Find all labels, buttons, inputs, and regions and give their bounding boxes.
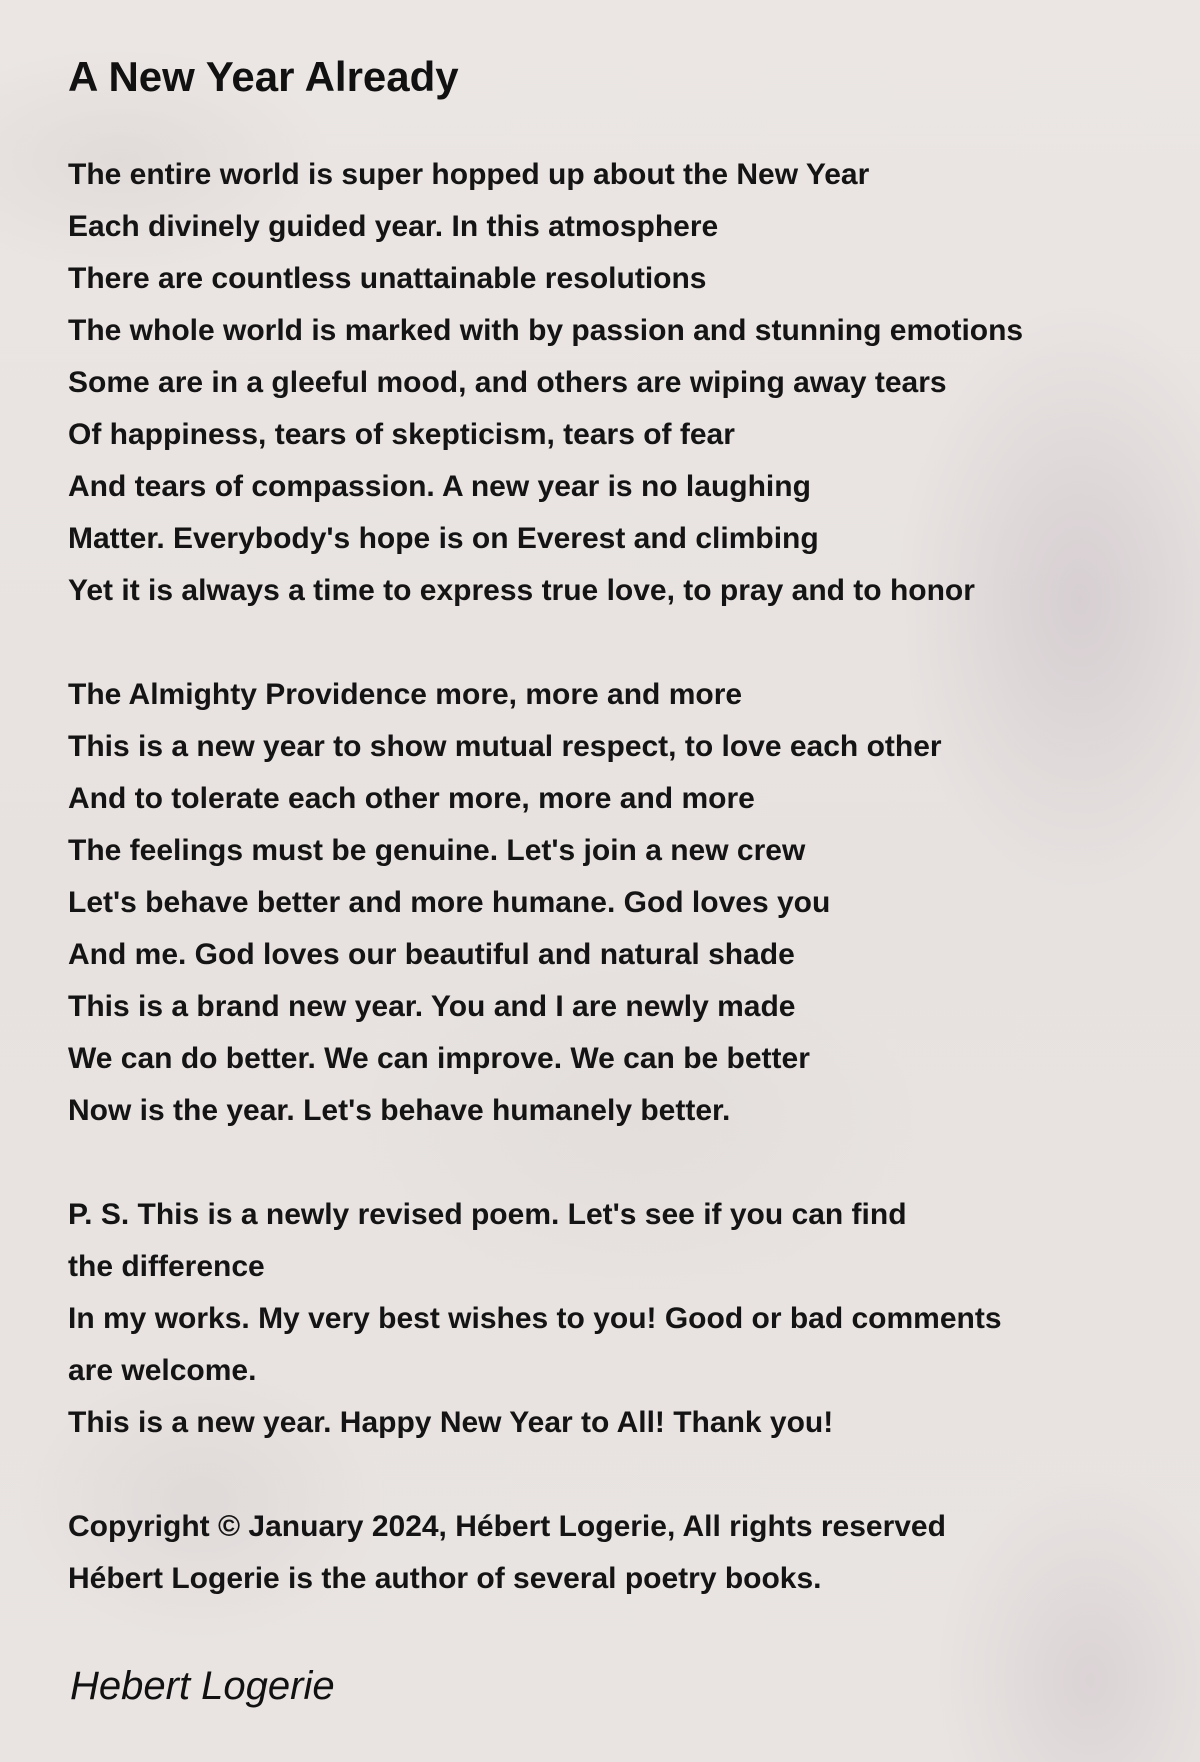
poem-line: The entire world is super hopped up about the New Year bbox=[68, 158, 870, 191]
copyright-line: Copyright © January 2024, Hébert Logerie, All rights reserved bbox=[68, 1510, 946, 1543]
poem-line: Yet it is always a time to express true love, to pray and to honor bbox=[68, 574, 975, 607]
poem-line: P. S. This is a newly revised poem. Let's see if you can find bbox=[68, 1198, 907, 1231]
poem-line: And tears of compassion. A new year is no laughing bbox=[68, 470, 811, 503]
author-signature: Hebert Logerie bbox=[70, 1664, 335, 1708]
stanza-break bbox=[68, 1137, 1128, 1189]
poem-line: Of happiness, tears of skepticism, tears of fear bbox=[68, 418, 735, 451]
poem-line: This is a new year to show mutual respect, to love each other bbox=[68, 730, 942, 763]
poem-line: The whole world is marked with by passion and stunning emotions bbox=[68, 314, 1024, 347]
poem-line: Each divinely guided year. In this atmosphere bbox=[68, 210, 719, 243]
poem-line: The feelings must be genuine. Let's join a new crew bbox=[68, 834, 806, 867]
poem-line: In my works. My very best wishes to you! Good or bad comments bbox=[68, 1302, 1002, 1335]
poem-line: Some are in a gleeful mood, and others are wiping away tears bbox=[68, 366, 947, 399]
stanza-break bbox=[68, 1449, 1128, 1501]
poem-line: are welcome. bbox=[68, 1354, 257, 1387]
poem-line: The Almighty Providence more, more and more bbox=[68, 678, 743, 711]
stanza-break bbox=[68, 617, 1128, 669]
poem-line: Let's behave better and more humane. God loves you bbox=[68, 886, 831, 919]
poem-line: Matter. Everybody's hope is on Everest and climbing bbox=[68, 522, 819, 555]
poem-line: We can do better. We can improve. We can be better bbox=[68, 1042, 810, 1075]
poem-body bbox=[68, 149, 1128, 1605]
poem-line: And me. God loves our beautiful and natural shade bbox=[68, 938, 795, 971]
poem-line: This is a new year. Happy New Year to All! Thank you! bbox=[68, 1406, 834, 1439]
stanza-3 bbox=[68, 1189, 1128, 1449]
poem-line: There are countless unattainable resolutions bbox=[68, 262, 707, 295]
copyright-notice bbox=[68, 1501, 1128, 1605]
poem-line: This is a brand new year. You and I are newly made bbox=[68, 990, 796, 1023]
poem-title: A New Year Already bbox=[68, 53, 459, 100]
stanza-2 bbox=[68, 669, 1128, 1137]
stanza-1 bbox=[68, 149, 1128, 617]
poem-line: And to tolerate each other more, more and more bbox=[68, 782, 755, 815]
author-bio-line: Hébert Logerie is the author of several poetry books. bbox=[68, 1562, 822, 1595]
poem-line: the difference bbox=[68, 1250, 265, 1283]
poem-line: Now is the year. Let's behave humanely better. bbox=[68, 1094, 731, 1127]
